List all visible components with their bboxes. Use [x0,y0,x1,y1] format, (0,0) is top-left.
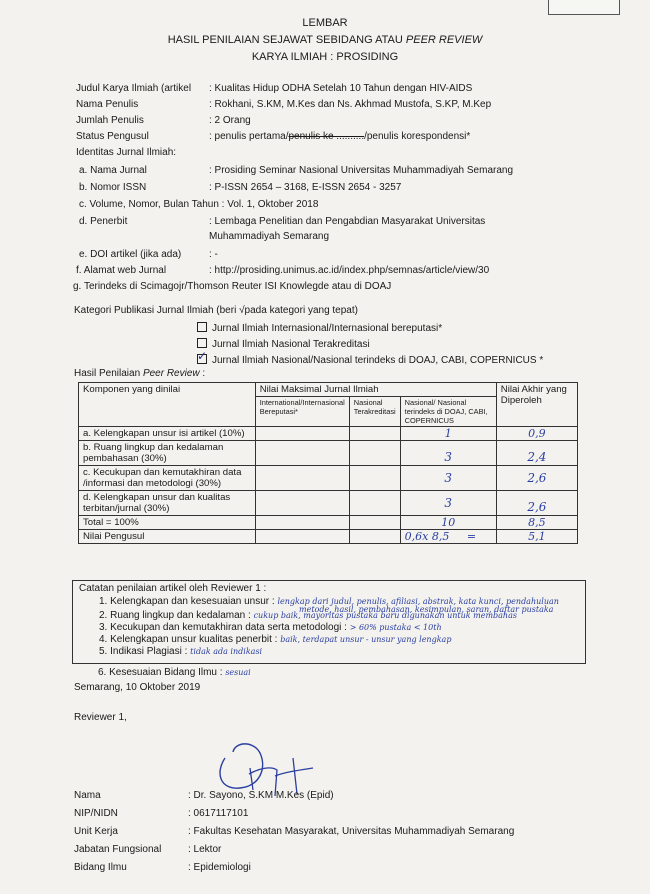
note-handwritten: cukup baik, mayoritas pustaka baru digunakan untuk membahas [253,611,517,620]
status-value [209,131,470,142]
note-item [98,667,251,678]
row-a-akhir: 0,9 [496,427,577,441]
jumlah-label: Jumlah Penulis [76,115,144,126]
hasil-title-suffix: : [199,368,206,379]
pengusul-label: Nilai Pengusul [79,530,256,544]
web-value: : http://prosiding.unimus.ac.id/index.php/semnas/article/view/30 [209,265,490,276]
row-c-terakreditasi [349,466,400,491]
doi-value: : - [209,249,218,260]
note-handwritten: tidak ada indikasi [190,647,263,656]
pengusul-terakreditasi [349,530,400,544]
row-c-label: c. Kecukupan dan kemutakhiran data /informasi dan metodologi (30%) [79,466,256,491]
subheader-terakreditasi: Nasional Terakreditasi [349,397,400,427]
note-label: 4. Kelengkapan unsur kualitas penerbit : [99,634,278,645]
penerbit-value-2: Muhammadiyah Semarang [209,231,330,242]
row-a-internasional [255,427,349,441]
row-d-akhir: 2,6 [496,491,577,516]
jumlah-value: : 2 Orang [209,115,251,126]
total-label: Total = 100% [79,516,256,530]
check-mark-icon: ✓ [197,349,208,363]
kategori-option-terakreditasi [197,338,370,350]
pengusul-akhir: 5,1 [496,530,577,544]
doc-title-line2-text: HASIL PENILAIAN SEJAWAT SEBIDANG ATAU [167,34,406,46]
signer-unit-value: : Fakultas Kesehatan Masyarakat, Universitas Muhammadiyah Semarang [188,826,515,837]
checkbox-terakreditasi[interactable] [197,338,207,348]
row-a-terakreditasi [349,427,400,441]
doi-label: e. DOI artikel (jika ada) [79,249,182,260]
total-nasional: 10 [400,516,496,530]
note-item [99,646,262,657]
status-label: Status Pengusul [76,131,149,142]
row-c-nasional: 3 [400,466,496,491]
note-handwritten: > 60% pustaka < 10th [349,623,442,632]
note-handwritten: baik, terdapat unsur - unsur yang lengkap [280,635,452,644]
note-handwritten: metode, hasil, pembahasan, kesimpulan, saran, daftar pustaka [299,605,554,614]
row-d-internasional [255,491,349,516]
note-handwritten: lengkap dari judul, penulis, afiliasi, abstrak, kata kunci, pendahuluan [277,597,559,606]
pengusul-calc [400,530,496,544]
row-b-terakreditasi [349,441,400,466]
row-c-internasional [255,466,349,491]
row-d-label: d. Kelengkapan unsur dan kualitas terbitan/jurnal (30%) [79,491,256,516]
signer-nama-label: Nama [74,790,101,801]
nama-jurnal-label: a. Nama Jurnal [79,165,147,176]
corner-stamp-box [548,0,620,15]
note-item [99,610,517,621]
header-nilai-maksimal: Nilai Maksimal Jurnal Ilmiah [255,383,496,397]
hasil-title-italic: Peer Review [142,368,200,379]
table-row [79,427,578,441]
row-a-label: a. Kelengkapan unsur isi artikel (10%) [79,427,256,441]
doc-title-line2-italic: PEER REVIEW [405,34,483,46]
subheader-doaj: Nasional/ Nasional terindeks di DOAJ, CABI, COPERNICUS [400,397,496,427]
penerbit-value-1: : Lembaga Penelitian dan Pengabdian Masyarakat Universitas [209,216,486,227]
signer-jabatan-value: : Lektor [188,844,222,855]
status-strikethrough: penulis ke .......... [288,131,365,142]
pengusul-equals: = [466,530,477,543]
total-akhir: 8,5 [496,516,577,530]
row-b-label: b. Ruang lingkup dan kedalaman pembahasan (30%) [79,441,256,466]
kategori-option-doaj [197,349,544,366]
issn-label: b. Nomor ISSN [79,182,147,193]
place-date: Semarang, 10 Oktober 2019 [74,682,201,693]
note-label: 6. Kesesuaian Bidang Ilmu : [98,667,223,678]
kategori-label-terakreditasi: Jurnal Ilmiah Nasional Terakreditasi [212,339,370,350]
kategori-label-internasional: Jurnal Ilmiah Internasional/Internasional bereputasi* [212,323,443,334]
table-header-row [79,383,578,397]
table-row-pengusul [79,530,578,544]
status-suffix: /penulis korespondensi* [364,131,471,142]
penerbit-label: d. Penerbit [79,216,128,227]
signer-nip-value: : 0617117101 [188,808,249,819]
note-item [99,622,442,633]
checkbox-doaj[interactable] [197,349,208,364]
pengusul-calc-text: 0,6x 8,5 [404,530,450,543]
reviewer-label: Reviewer 1, [74,712,127,723]
signer-unit-label: Unit Kerja [74,826,118,837]
signer-bidang-value: : Epidemiologi [188,862,251,873]
kategori-label-doaj: Jurnal Ilmiah Nasional/Nasional terindeks di DOAJ, CABI, COPERNICUS * [212,355,544,366]
header-nilai-akhir: Nilai Akhir yang Diperoleh [496,383,577,427]
doc-title-line3: KARYA ILMIAH : PROSIDING [251,51,399,63]
reviewer-notes-box [72,580,586,664]
web-label: f. Alamat web Jurnal [76,265,167,276]
row-b-nasional: 3 [400,441,496,466]
total-internasional [255,516,349,530]
pengusul-internasional [255,530,349,544]
terindeks-row: g. Terindeks di Scimagojr/Thomson Reuter ISI Knowlegde atau di DOAJ [73,281,392,292]
row-d-nasional: 3 [400,491,496,516]
note-label: 5. Indikasi Plagiasi : [99,646,188,657]
table-row [79,466,578,491]
note-label: 3. Kecukupan dan kemutakhiran data serta metodologi : [99,622,347,633]
table-row [79,441,578,466]
judul-value: : Kualitas Hidup ODHA Setelah 10 Tahun dengan HIV-AIDS [209,83,473,94]
row-b-akhir: 2,4 [496,441,577,466]
notes-title: Catatan penilaian artikel oleh Reviewer 1 : [79,583,267,594]
hasil-title-prefix: Hasil Penilaian [74,368,143,379]
table-row-total [79,516,578,530]
penulis-label: Nama Penulis [76,99,139,110]
identitas-heading: Identitas Jurnal Ilmiah: [76,147,177,158]
row-a-nasional: 1 [400,427,496,441]
note-label: 2. Ruang lingkup dan kedalaman : [99,610,251,621]
kategori-title: Kategori Publikasi Jurnal Ilmiah (beri √pada kategori yang tepat) [74,305,358,316]
note-item [99,634,451,645]
table-row [79,491,578,516]
doc-title-line1: LEMBAR [302,17,348,29]
checkbox-internasional[interactable] [197,322,207,332]
signer-jabatan-label: Jabatan Fungsional [74,844,162,855]
row-b-internasional [255,441,349,466]
subheader-internasional: International/Internasional Bereputasi* [255,397,349,427]
kategori-option-internasional [197,322,442,334]
note-handwritten: sesuai [225,668,251,677]
judul-label: Judul Karya Ilmiah (artikel [76,83,192,94]
status-prefix: : penulis pertama/ [209,131,289,142]
signer-nama-value: : Dr. Sayono, S.KM M.Kes (Epid) [188,790,334,801]
signer-bidang-label: Bidang Ilmu [74,862,127,873]
row-c-akhir: 2,6 [496,466,577,491]
hasil-title [74,368,205,379]
doc-title-line2 [0,34,650,46]
score-table [78,382,578,544]
total-terakreditasi [349,516,400,530]
nama-jurnal-value: : Prosiding Seminar Nasional Universitas Muhammadiyah Semarang [209,165,514,176]
issn-value: : P-ISSN 2654 – 3168, E-ISSN 2654 - 3257 [209,182,402,193]
signer-nip-label: NIP/NIDN [74,808,118,819]
row-d-terakreditasi [349,491,400,516]
note-label: 1. Kelengkapan dan kesesuaian unsur : [99,596,275,607]
header-komponen: Komponen yang dinilai [79,383,256,427]
volume-row: c. Volume, Nomor, Bulan Tahun : Vol. 1, Oktober 2018 [79,199,319,210]
penulis-value: : Rokhani, S.KM, M.Kes dan Ns. Akhmad Mustofa, S.KP, M.Kep [209,99,492,110]
